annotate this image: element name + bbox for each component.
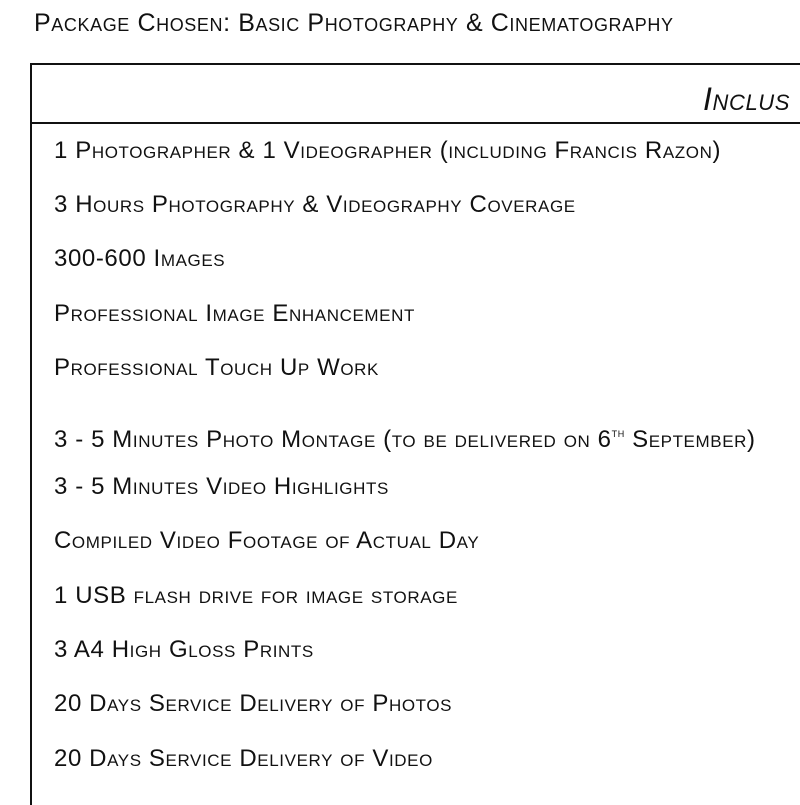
table-header <box>32 65 800 124</box>
inclusion-item-photographer-videographer: 1 Photographer & 1 Videographer (including Francis Razon) <box>54 137 722 164</box>
inclusion-item-video-delivery: 20 Days Service Delivery of Video <box>54 745 433 772</box>
inclusion-item-photo-montage <box>54 416 756 457</box>
inclusion-item-touch-up: Professional Touch Up Work <box>54 354 379 381</box>
inclusion-item-photo-delivery: 20 Days Service Delivery of Photos <box>54 690 453 717</box>
inclusion-item-coverage-hours: 3 Hours Photography & Videography Coverage <box>54 191 576 218</box>
inclusion-item-image-enhancement: Professional Image Enhancement <box>54 300 415 327</box>
table-header-label: Inclus <box>703 81 791 117</box>
inclusion-item-prints: 3 A4 High Gloss Prints <box>54 636 314 663</box>
photo-montage-tail: September) <box>624 426 756 453</box>
package-heading: Package Chosen: Basic Photography & Cinematography <box>34 9 674 37</box>
photo-montage-text: 3 - 5 Minutes Photo Montage (to be delivered on 6 <box>54 426 612 453</box>
inclusion-item-image-count: 300-600 Images <box>54 245 226 272</box>
inclusions-table <box>30 63 800 805</box>
inclusion-item-video-highlights: 3 - 5 Minutes Video Highlights <box>54 473 389 500</box>
inclusion-item-usb-drive: 1 USB flash drive for image storage <box>54 582 458 609</box>
inclusion-item-video-footage: Compiled Video Footage of Actual Day <box>54 527 480 554</box>
ordinal-suffix: th <box>611 425 625 440</box>
